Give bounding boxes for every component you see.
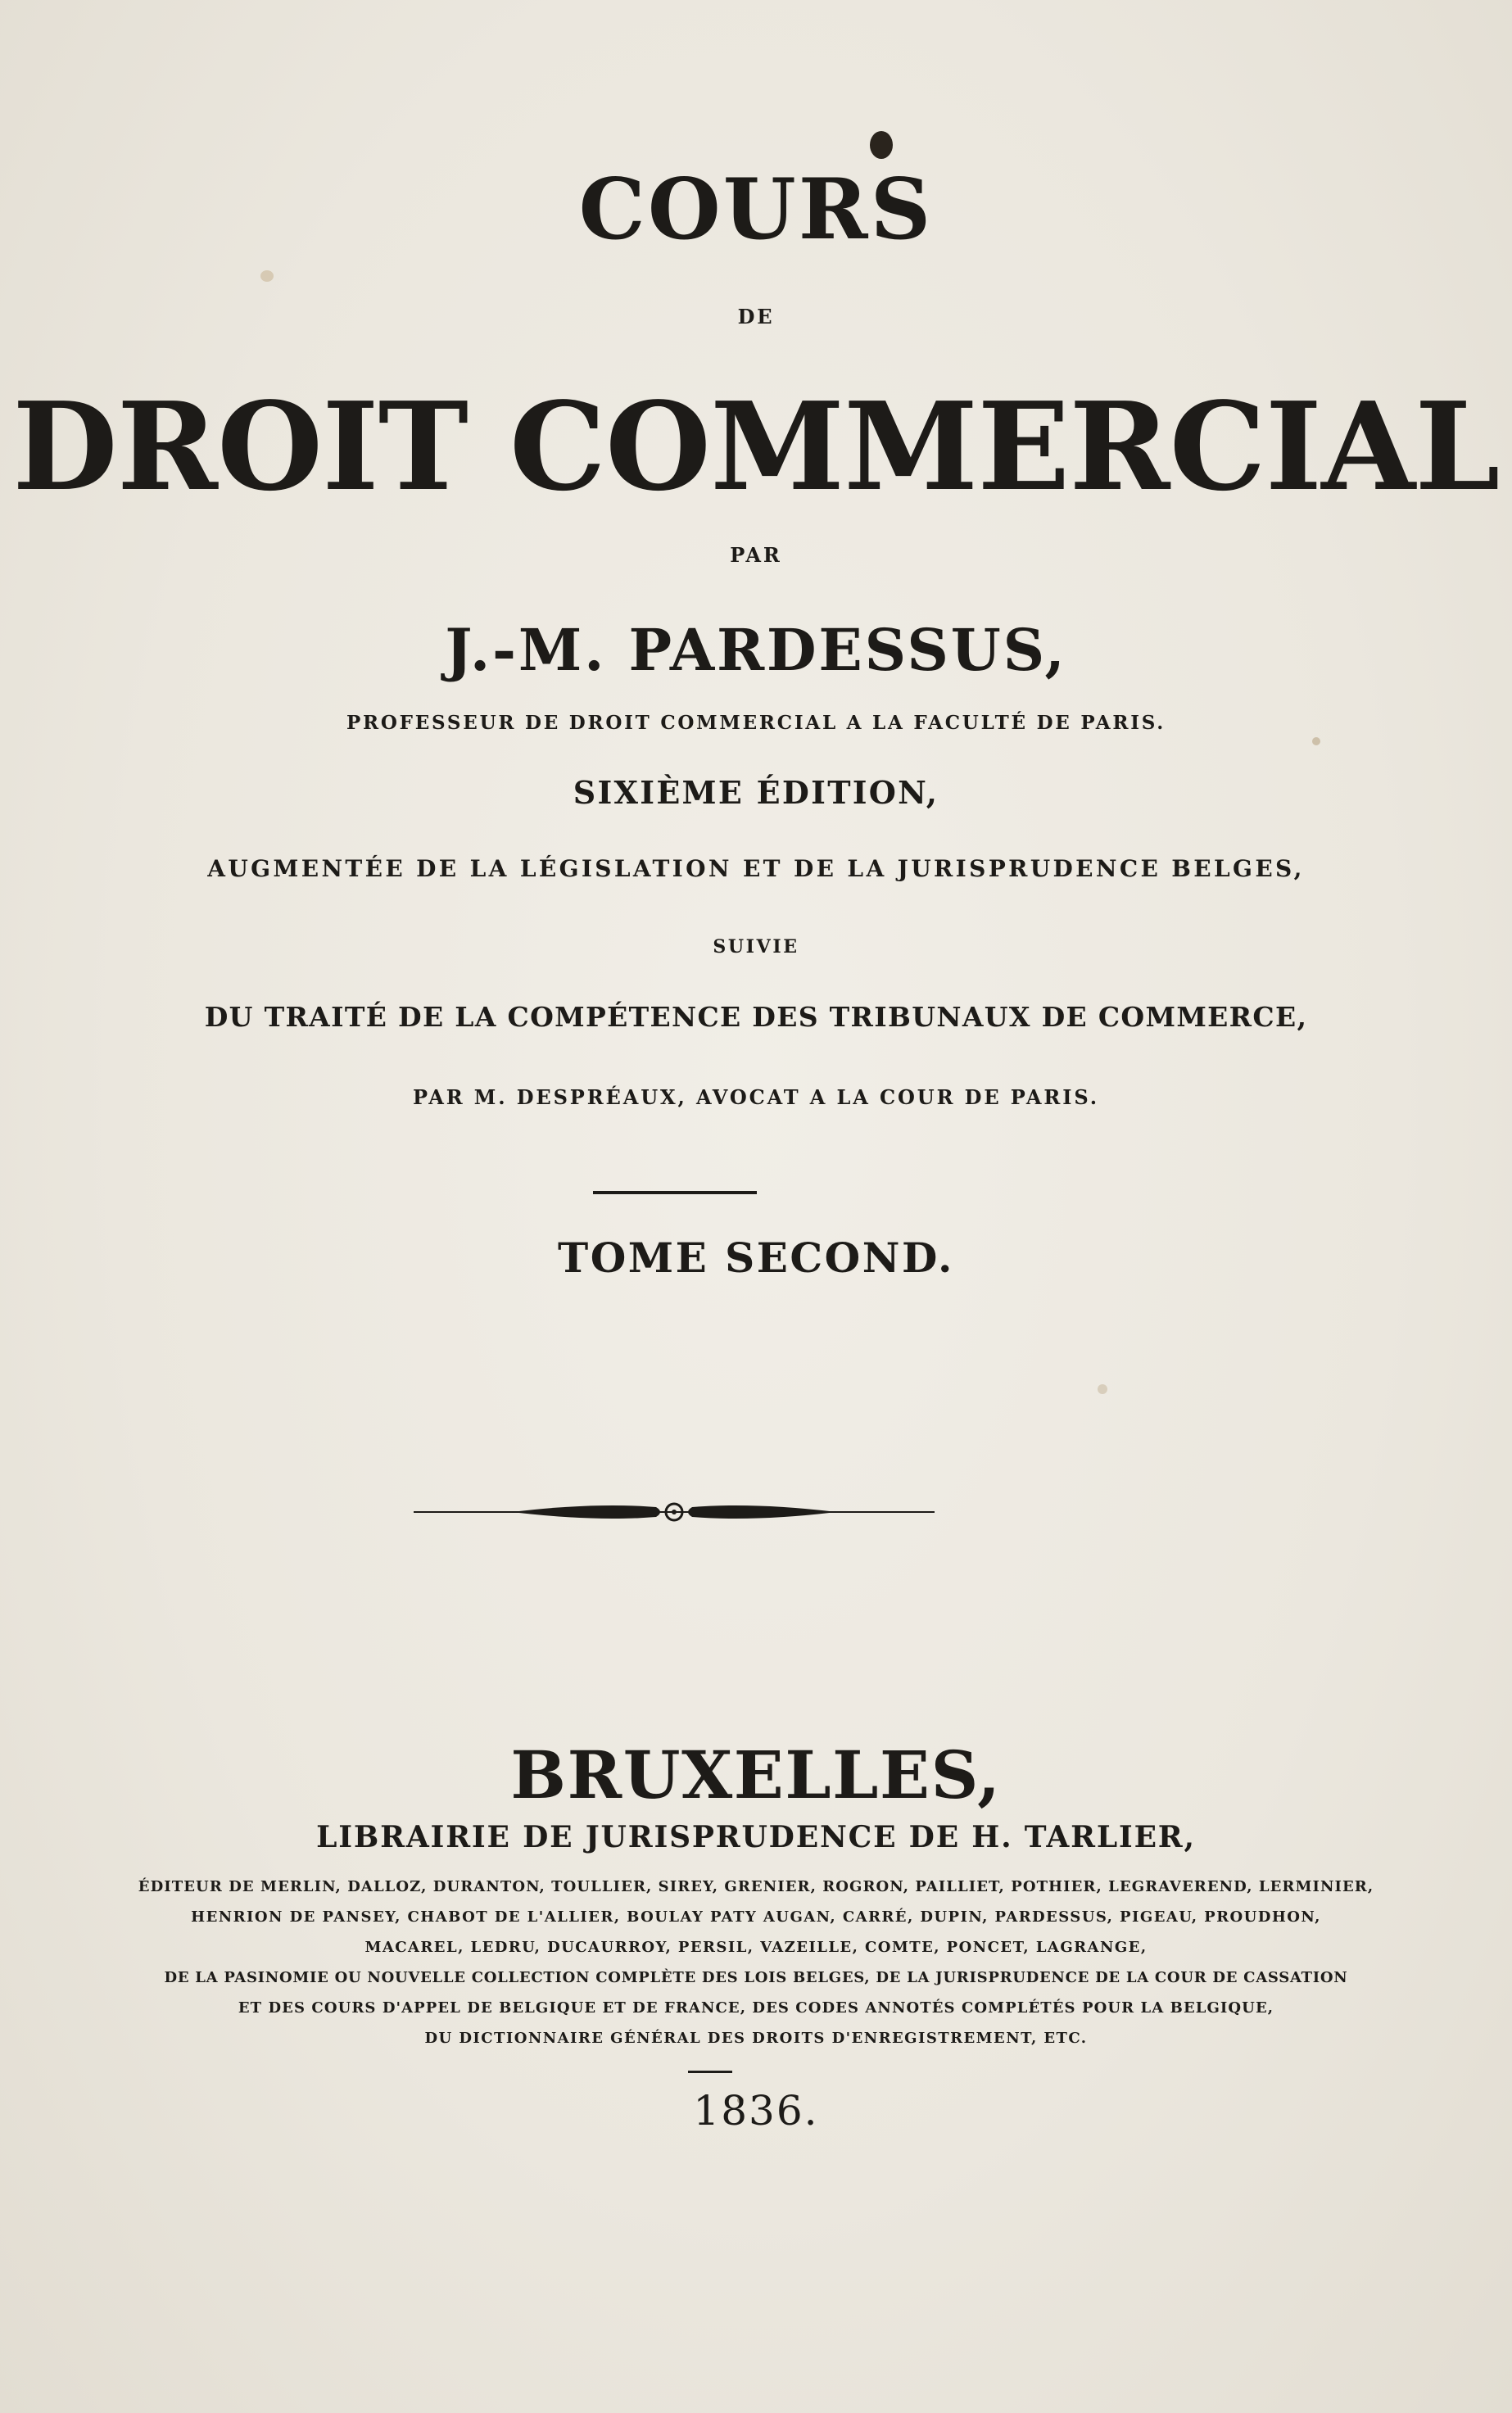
title-de: DE bbox=[737, 305, 775, 328]
imprint-line: HENRION DE PANSEY, CHABOT DE L'ALLIER, BOULAY PATY AUGAN, CARRÉ, DUPIN, PARDESSUS, PIGEAU, PROUDHON, bbox=[191, 1908, 1321, 1926]
edition: SIXIÈME ÉDITION, bbox=[573, 774, 939, 811]
year: 1836. bbox=[693, 2087, 819, 2135]
divider-rule bbox=[593, 1191, 757, 1194]
imprint-line: DE LA PASINOMIE OU NOUVELLE COLLECTION COMPLÈTE DES LOIS BELGES, DE LA JURISPRUDENCE DE LA COUR DE CASSATION bbox=[164, 1969, 1348, 1986]
augmented-line: AUGMENTÉE DE LA LÉGISLATION ET DE LA JURISPRUDENCE BELGES, bbox=[207, 855, 1305, 882]
publisher: LIBRAIRIE DE JURISPRUDENCE DE H. TARLIER, bbox=[316, 1820, 1196, 1854]
despreaux-line: PAR M. DESPRÉAUX, AVOCAT A LA COUR DE PARIS. bbox=[413, 1085, 1099, 1109]
title-cours: COURS bbox=[578, 161, 934, 259]
tome: TOME SECOND. bbox=[558, 1234, 954, 1282]
imprint-line: DU DICTIONNAIRE GÉNÉRAL DES DROITS D'ENREGISTREMENT, ETC. bbox=[424, 2030, 1088, 2047]
author-title: PROFESSEUR DE DROIT COMMERCIAL A LA FACULTÉ DE PARIS. bbox=[346, 712, 1166, 734]
traite-line: DU TRAITÉ DE LA COMPÉTENCE DES TRIBUNAUX DE COMMERCE, bbox=[204, 1001, 1308, 1033]
ornamental-divider bbox=[414, 1497, 935, 1527]
author-name: J.-M. PARDESSUS, bbox=[445, 616, 1067, 684]
title-par: PAR bbox=[730, 543, 782, 567]
ink-spot bbox=[870, 131, 893, 159]
city: BRUXELLES, bbox=[510, 1736, 1002, 1813]
foxing-spot bbox=[260, 270, 274, 282]
imprint-line: ÉDITEUR DE MERLIN, DALLOZ, DURANTON, TOULLIER, SIREY, GRENIER, ROGRON, PAILLIET, POTHIER, LEGRAVEREND, LERMINIER, bbox=[138, 1878, 1374, 1895]
foxing-spot bbox=[1312, 737, 1320, 745]
foxing-spot bbox=[1098, 1384, 1107, 1394]
main-title: DROIT COMMERCIAL bbox=[12, 375, 1500, 518]
imprint-line: ET DES COURS D'APPEL DE BELGIQUE ET DE FRANCE, DES CODES ANNOTÉS COMPLÉTÉS POUR LA BELGIQUE, bbox=[238, 1999, 1274, 2017]
imprint-line: MACAREL, LEDRU, DUCAURROY, PERSIL, VAZEILLE, COMTE, PONCET, LAGRANGE, bbox=[364, 1939, 1148, 1956]
year-rule bbox=[688, 2071, 732, 2073]
suivie: SUIVIE bbox=[713, 936, 799, 958]
